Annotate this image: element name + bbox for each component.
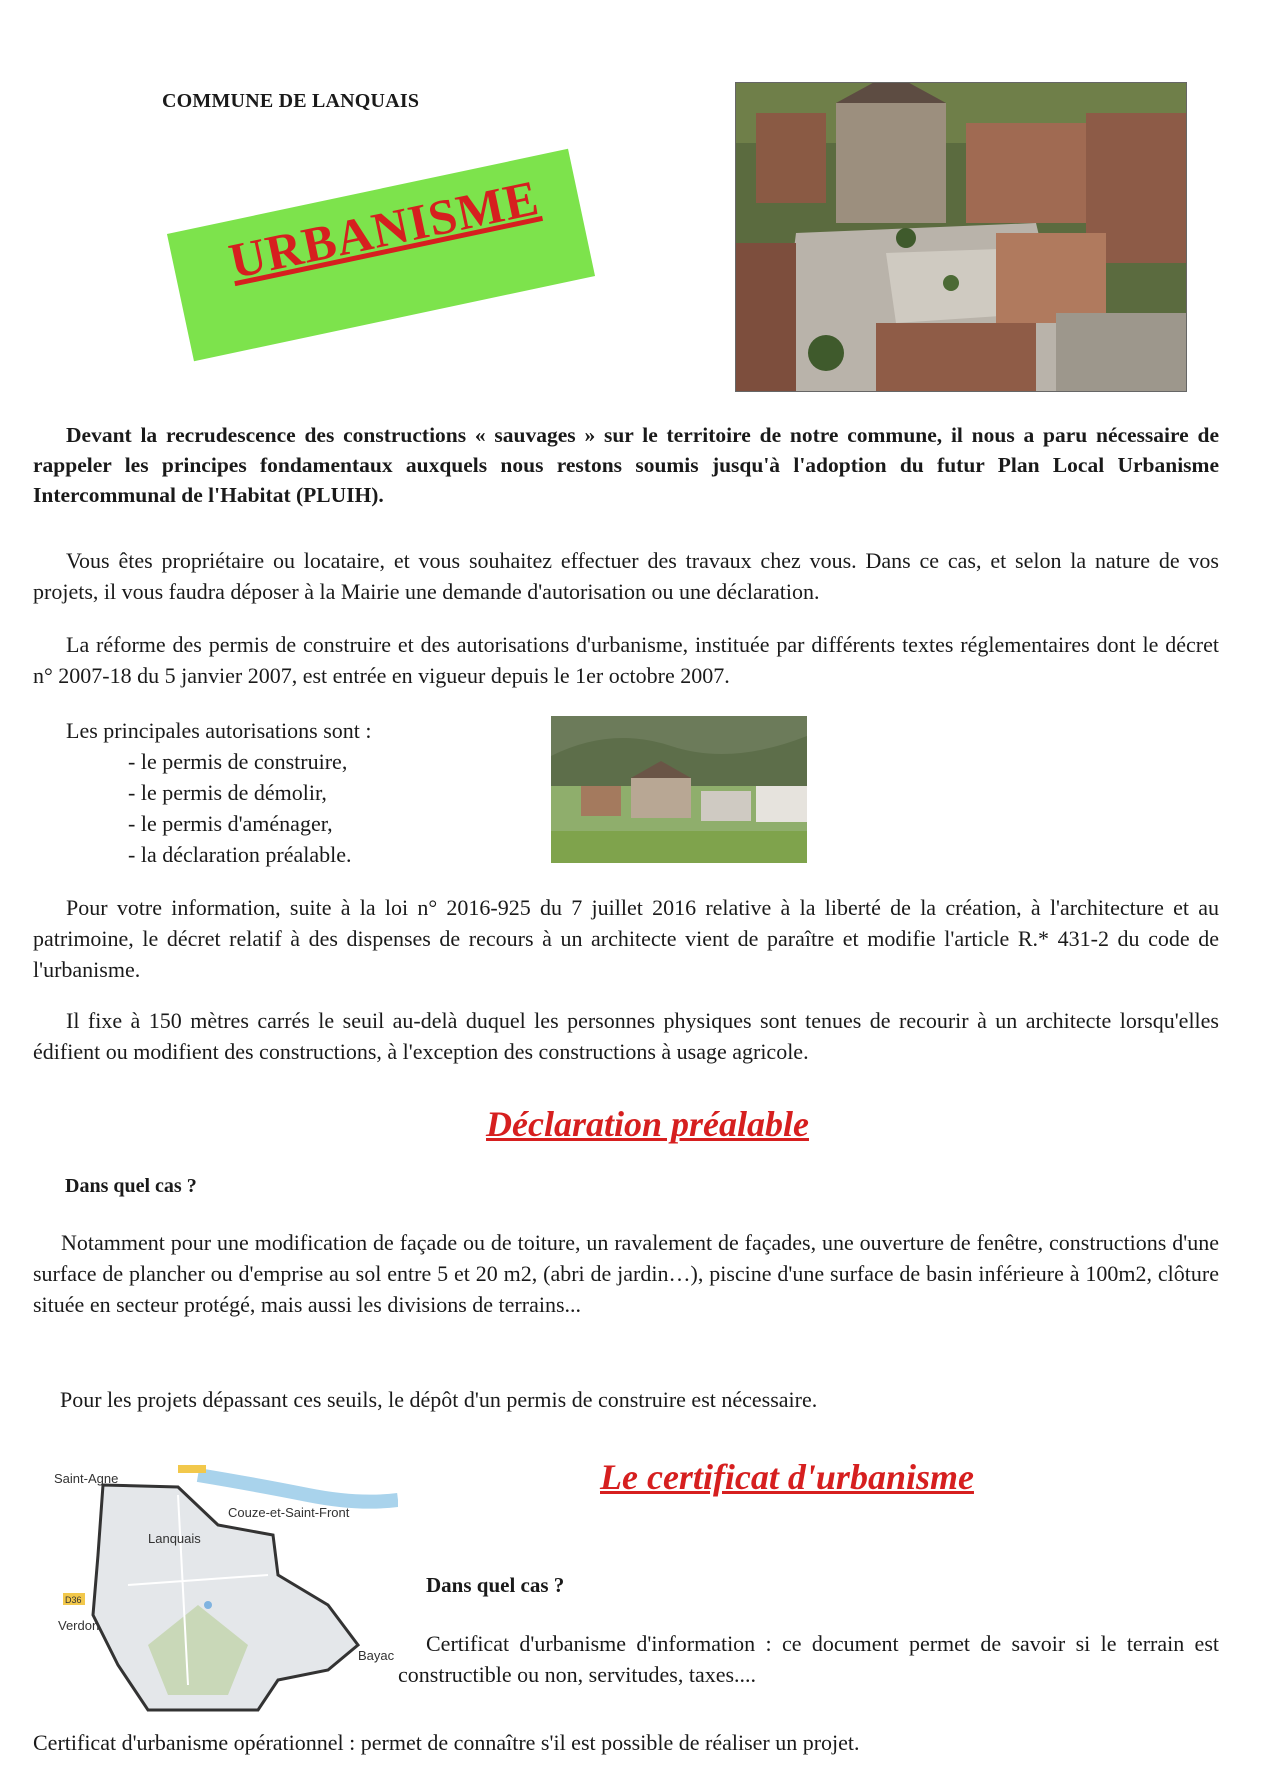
- list-item: - le permis de construire,: [128, 749, 348, 774]
- paragraph-proprietaire: Vous êtes propriétaire ou locataire, et vous souhaitez effectuer des travaux chez vous. Dans ce cas, et selon la nature de vos projets, il vous faudra déposer à la Mairie une demande d'autorisation ou une déclaration.: [33, 548, 1219, 604]
- map-label-bayac: Bayac: [358, 1648, 395, 1663]
- declaration-paragraph: Notamment pour une modification de façade ou de toiture, un ravalement de façades, une ouverture de fenêtre, constructions d'une surface de plancher ou d'emprise au sol entre 5 et 20 m2, (abri de jardin…), piscine d'une surface de basin inférieure à 100m2, clôture située en secteur protégé, mais aussi les divisions de terrains...: [33, 1230, 1219, 1317]
- paragraph-loi: Pour votre information, suite à la loi n° 2016-925 du 7 juillet 2016 relative à la liberté de la création, à l'architecture et au patrimoine, le décret relatif à des dispenses de recours à un architecte vient de paraître et modifie l'article R.* 431-2 du code de l'urbanisme.: [33, 895, 1219, 982]
- autorisations-list: [128, 746, 352, 870]
- list-item: - le permis d'aménager,: [128, 811, 333, 836]
- certificat-heading: Le certificat d'urbanisme: [600, 1457, 974, 1497]
- list-item: - la déclaration préalable.: [128, 842, 352, 867]
- map-label-lanquais: Lanquais: [148, 1531, 201, 1546]
- map-label-couze: Couze-et-Saint-Front: [228, 1505, 350, 1520]
- map-label-road: D36: [65, 1595, 82, 1605]
- paragraph-reforme: La réforme des permis de construire et des autorisations d'urbanisme, instituée par différents textes réglementaires dont le décret n° 2007-18 du 5 janvier 2007, est entrée en vigueur depuis le 1er octobre 2007.: [33, 632, 1219, 688]
- declaration-seuils-paragraph: Pour les projets dépassant ces seuils, le dépôt d'un permis de construire est nécessaire.: [60, 1387, 818, 1412]
- list-item: - le permis de démolir,: [128, 780, 327, 805]
- certificat-question: Dans quel cas ?: [426, 1573, 565, 1597]
- certificat-information-paragraph: Certificat d'urbanisme d'information : ce document permet de savoir si le terrain est constructible ou non, servitudes, taxes....: [398, 1631, 1219, 1687]
- map-label-verdon: Verdon: [58, 1618, 100, 1633]
- certificat-operationnel-paragraph: Certificat d'urbanisme opérationnel : permet de connaître s'il est possible de réaliser un projet.: [33, 1730, 860, 1755]
- commune-heading: COMMUNE DE LANQUAIS: [162, 90, 420, 112]
- declaration-question: Dans quel cas ?: [65, 1175, 197, 1197]
- declaration-heading: Déclaration préalable: [486, 1104, 809, 1144]
- map-label-saint-agne: Saint-Agne: [54, 1471, 119, 1486]
- banner-title: URBANISME: [224, 168, 544, 290]
- commune-map: [28, 1465, 398, 1715]
- paragraph-principales: Les principales autorisations sont :: [66, 718, 372, 743]
- village-landscape-photo: [551, 716, 807, 863]
- paragraph-seuil: Il fixe à 150 mètres carrés le seuil au-delà duquel les personnes physiques sont tenues de recourir à un architecte lorsqu'elles édifient ou modifient des constructions, à l'exception des constructions à usage agricole.: [33, 1008, 1219, 1064]
- village-aerial-photo: [735, 82, 1187, 392]
- intro-paragraph: Devant la recrudescence des constructions « sauvages » sur le territoire de notre commune, il nous a paru nécessaire de rappeler les principes fondamentaux auxquels nous restons soumis jusqu'à l'adoption du futur Plan Local Urbanisme Intercommunal de l'Habitat (PLUIH).: [33, 423, 1219, 507]
